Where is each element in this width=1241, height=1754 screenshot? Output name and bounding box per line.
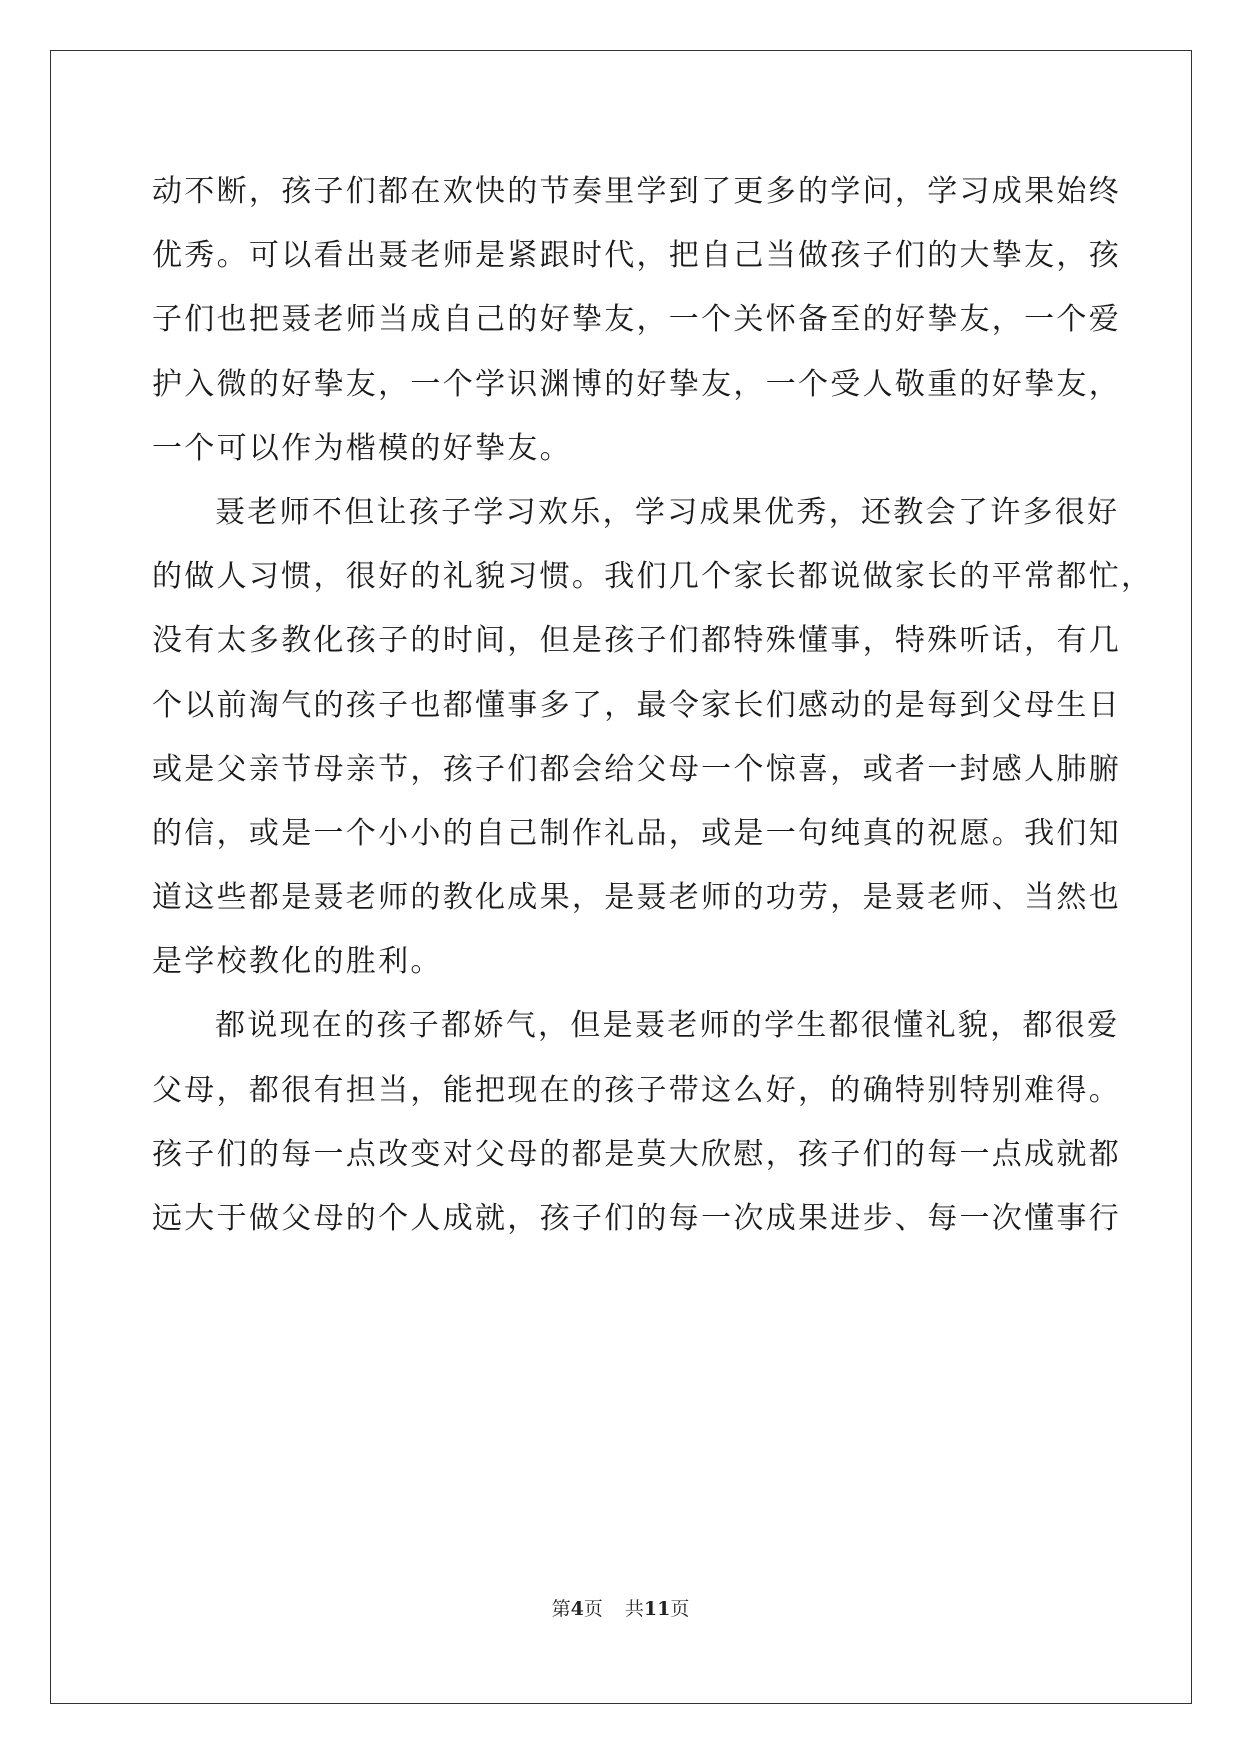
text-line-2: 优秀。可以看出聂老师是紧跟时代，把自己当做孩子们的大挚友，孩 [152, 238, 1121, 274]
total-pages: 11 [643, 1598, 671, 1620]
text-line-8: 没有太多教化孩子的时间，但是孩子们都特殊懂事，特殊听话，有几 [152, 623, 1121, 659]
text-line-4: 护入微的好挚友，一个学识渊博的好挚友，一个受人敬重的好挚友， [152, 366, 1121, 402]
text-line-13: 是学校教化的胜利。 [152, 944, 443, 980]
text-line-11: 的信，或是一个小小的自己制作礼品，或是一句纯真的祝愿。我们知 [152, 815, 1121, 851]
text-line-7: 的做人习惯，很好的礼貌习惯。我们几个家长都说做家长的平常都忙， [152, 559, 1154, 595]
page-footer [0, 1596, 1241, 1622]
text-line-9: 个以前淘气的孩子也都懂事多了，最令家长们感动的是每到父母生日 [152, 687, 1121, 723]
text-line-17: 远大于做父母的个人成就，孩子们的每一次成果进步、每一次懂事行 [152, 1201, 1121, 1236]
document-body [152, 160, 1154, 1251]
text-line-12: 道这些都是聂老师的教化成果，是聂老师的功劳，是聂老师、当然也 [152, 880, 1121, 916]
page-number: 4 [570, 1598, 584, 1620]
total-prefix: 共 [624, 1598, 644, 1620]
page-suffix: 页 [583, 1598, 603, 1620]
text-line-3: 子们也把聂老师当成自己的好挚友，一个关怀备至的好挚友，一个爱 [152, 302, 1121, 338]
text-line-16: 孩子们的每一点改变对父母的都是莫大欣慰，孩子们的每一点成就都 [152, 1136, 1121, 1172]
text-line-10: 或是父亲节母亲节，孩子们都会给父母一个惊喜，或者一封感人肺腑 [152, 751, 1121, 787]
total-suffix: 页 [670, 1598, 690, 1620]
text-line-5: 一个可以作为楷模的好挚友。 [152, 430, 572, 466]
text-line-14: 都说现在的孩子都娇气，但是聂老师的学生都很懂礼貌，都很爱 [215, 1008, 1120, 1044]
page-prefix: 第 [551, 1598, 571, 1620]
text-line-6: 聂老师不但让孩子学习欢乐，学习成果优秀，还教会了许多很好 [215, 494, 1120, 530]
text-line-1: 动不断，孩子们都在欢快的节奏里学到了更多的学问，学习成果始终 [152, 174, 1121, 209]
text-line-15: 父母，都很有担当，能把现在的孩子带这么好，的确特别特别难得。 [152, 1072, 1121, 1108]
